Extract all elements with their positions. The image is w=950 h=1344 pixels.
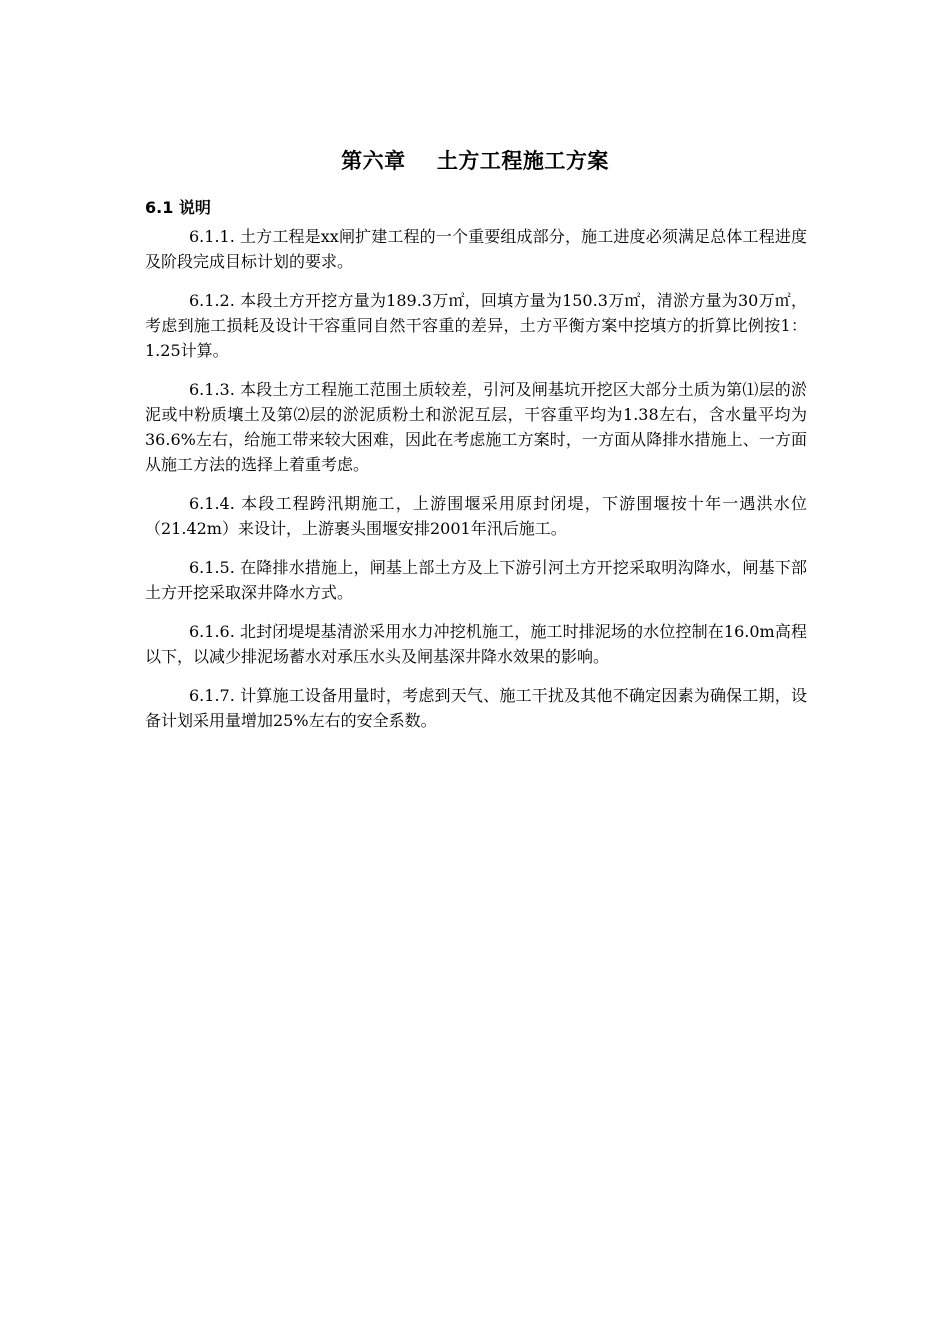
paragraph-6-1-2: 6.1.2. 本段土方开挖方量为189.3万㎡，回填方量为150.3万㎡，清淤方量为30万㎡，考虑到施工损耗及设计干容重同自然干容重的差异，土方平衡方案中挖填方的折算比例按1：1.25计算。	[145, 291, 807, 360]
body-text	[145, 224, 807, 747]
paragraph-6-1-3: 6.1.3. 本段土方工程施工范围土质较差，引河及闸基坑开挖区大部分土质为第⑴层的淤泥或中粉质壤土及第⑵层的淤泥质粉土和淤泥互层，干容重平均为1.38左右，含水量平均为36.6%左右，给施工带来较大困难，因此在考虑施工方案时，一方面从降排水措施上、一方面从施工方法的选择上着重考虑。	[145, 380, 807, 474]
paragraph-6-1-5: 6.1.5. 在降排水措施上，闸基上部土方及上下游引河土方开挖采取明沟降水，闸基下部土方开挖采取深井降水方式。	[145, 558, 807, 602]
paragraph-6-1-1: 6.1.1. 土方工程是xx闸扩建工程的一个重要组成部分，施工进度必须满足总体工程进度及阶段完成目标计划的要求。	[145, 227, 807, 271]
paragraph-6-1-7: 6.1.7. 计算施工设备用量时，考虑到天气、施工干扰及其他不确定因素为确保工期，设备计划采用量增加25%左右的安全系数。	[145, 686, 807, 730]
paragraph-6-1-4: 6.1.4. 本段工程跨汛期施工，上游围堰采用原封闭堤，下游围堰按十年一遇洪水位（21.42m）来设计，上游裹头围堰安排2001年汛后施工。	[145, 494, 807, 538]
paragraph-6-1-6: 6.1.6. 北封闭堤堤基清淤采用水力冲挖机施工，施工时排泥场的水位控制在16.0m高程以下，以减少排泥场蓄水对承压水头及闸基深井降水效果的影响。	[145, 622, 807, 666]
chapter-title: 第六章 土方工程施工方案	[341, 149, 609, 173]
section-heading: 6.1 说明	[145, 198, 211, 217]
